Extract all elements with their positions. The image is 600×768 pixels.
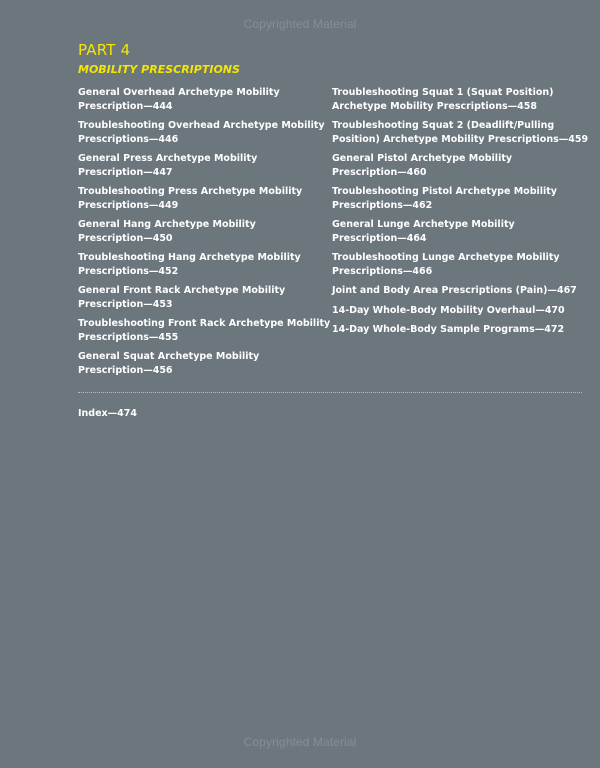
toc-entry-line: Prescription—464 bbox=[332, 233, 427, 244]
toc-entry-line: Troubleshooting Squat 2 (Deadlift/Pulling bbox=[332, 120, 555, 131]
part-subtitle: MOBILITY PRESCRIPTIONS bbox=[78, 63, 240, 76]
toc-entry-line: General Squat Archetype Mobility bbox=[78, 351, 260, 362]
toc-entry[interactable] bbox=[332, 304, 577, 318]
dotted-divider bbox=[78, 392, 582, 393]
toc-entry[interactable] bbox=[78, 119, 325, 147]
toc-entry-line: Troubleshooting Overhead Archetype Mobility bbox=[78, 120, 325, 131]
toc-entry-line: Joint and Body Area Prescriptions (Pain)—467 bbox=[332, 285, 577, 296]
toc-entry[interactable] bbox=[78, 350, 318, 378]
toc-entry[interactable] bbox=[78, 86, 318, 114]
toc-entry-line: Prescriptions—462 bbox=[332, 200, 433, 211]
part-title: PART 4 bbox=[78, 41, 131, 59]
toc-entry-line: Prescription—444 bbox=[78, 101, 173, 112]
toc-entry-line: Prescriptions—455 bbox=[78, 332, 179, 343]
watermark-bottom: Copyrighted Material bbox=[243, 735, 357, 749]
toc-entry-line: General Lunge Archetype Mobility bbox=[332, 219, 515, 230]
toc-entry[interactable] bbox=[332, 284, 577, 298]
toc-entry[interactable] bbox=[332, 323, 577, 337]
toc-entry[interactable] bbox=[78, 251, 318, 279]
toc-entry[interactable] bbox=[332, 119, 589, 147]
toc-entry-line: Troubleshooting Hang Archetype Mobility bbox=[78, 252, 301, 263]
toc-entry-line: General Pistol Archetype Mobility bbox=[332, 153, 513, 164]
toc-entry-line: General Overhead Archetype Mobility bbox=[78, 87, 280, 98]
toc-entry-line: Prescriptions—449 bbox=[78, 200, 179, 211]
toc-entry-line: Archetype Mobility Prescriptions—458 bbox=[332, 101, 537, 112]
toc-entry-line: Troubleshooting Press Archetype Mobility bbox=[78, 186, 303, 197]
toc-entry-line: 14-Day Whole-Body Mobility Overhaul—470 bbox=[332, 304, 565, 316]
watermark-top: Copyrighted Material bbox=[243, 17, 357, 31]
toc-entry[interactable] bbox=[78, 218, 318, 246]
toc-entry-line: Troubleshooting Squat 1 (Squat Position) bbox=[332, 87, 554, 98]
toc-entry-line: Prescription—447 bbox=[78, 167, 173, 178]
toc-entry[interactable] bbox=[332, 218, 577, 246]
toc-entry-line: Troubleshooting Front Rack Archetype Mobility bbox=[78, 318, 331, 329]
toc-entry-line: Prescription—453 bbox=[78, 299, 173, 310]
toc-entry[interactable] bbox=[332, 86, 577, 114]
toc-entry[interactable] bbox=[78, 284, 318, 312]
toc-entry-line: Position) Archetype Mobility Prescriptions—459 bbox=[332, 134, 589, 145]
toc-entry-line: Prescription—456 bbox=[78, 365, 173, 376]
toc-entry-line: Prescriptions—446 bbox=[78, 134, 179, 145]
toc-entry-line: Prescription—450 bbox=[78, 233, 173, 244]
toc-entry[interactable] bbox=[78, 317, 331, 345]
toc-entry-line: Prescription—460 bbox=[332, 167, 427, 178]
toc-entry[interactable] bbox=[332, 251, 577, 279]
toc-entry-line: General Front Rack Archetype Mobility bbox=[78, 285, 286, 296]
toc-entry-line: Troubleshooting Pistol Archetype Mobility bbox=[332, 186, 557, 197]
toc-entry[interactable] bbox=[78, 152, 318, 180]
toc-entry-line: General Hang Archetype Mobility bbox=[78, 219, 256, 230]
toc-entry[interactable] bbox=[332, 152, 577, 180]
toc-entry-line: General Press Archetype Mobility bbox=[78, 153, 258, 164]
toc-entry-line: Prescriptions—452 bbox=[78, 266, 179, 277]
toc-entry-line: 14-Day Whole-Body Sample Programs—472 bbox=[332, 324, 565, 335]
toc-entry-line: Troubleshooting Lunge Archetype Mobility bbox=[332, 252, 560, 263]
toc-column-left bbox=[78, 86, 331, 383]
toc-entry-index[interactable]: Index—474 bbox=[78, 408, 137, 419]
toc-entry[interactable] bbox=[332, 185, 577, 213]
toc-column-right bbox=[332, 86, 589, 343]
toc-entry[interactable] bbox=[78, 185, 318, 213]
toc-entry-line: Prescriptions—466 bbox=[332, 266, 433, 277]
